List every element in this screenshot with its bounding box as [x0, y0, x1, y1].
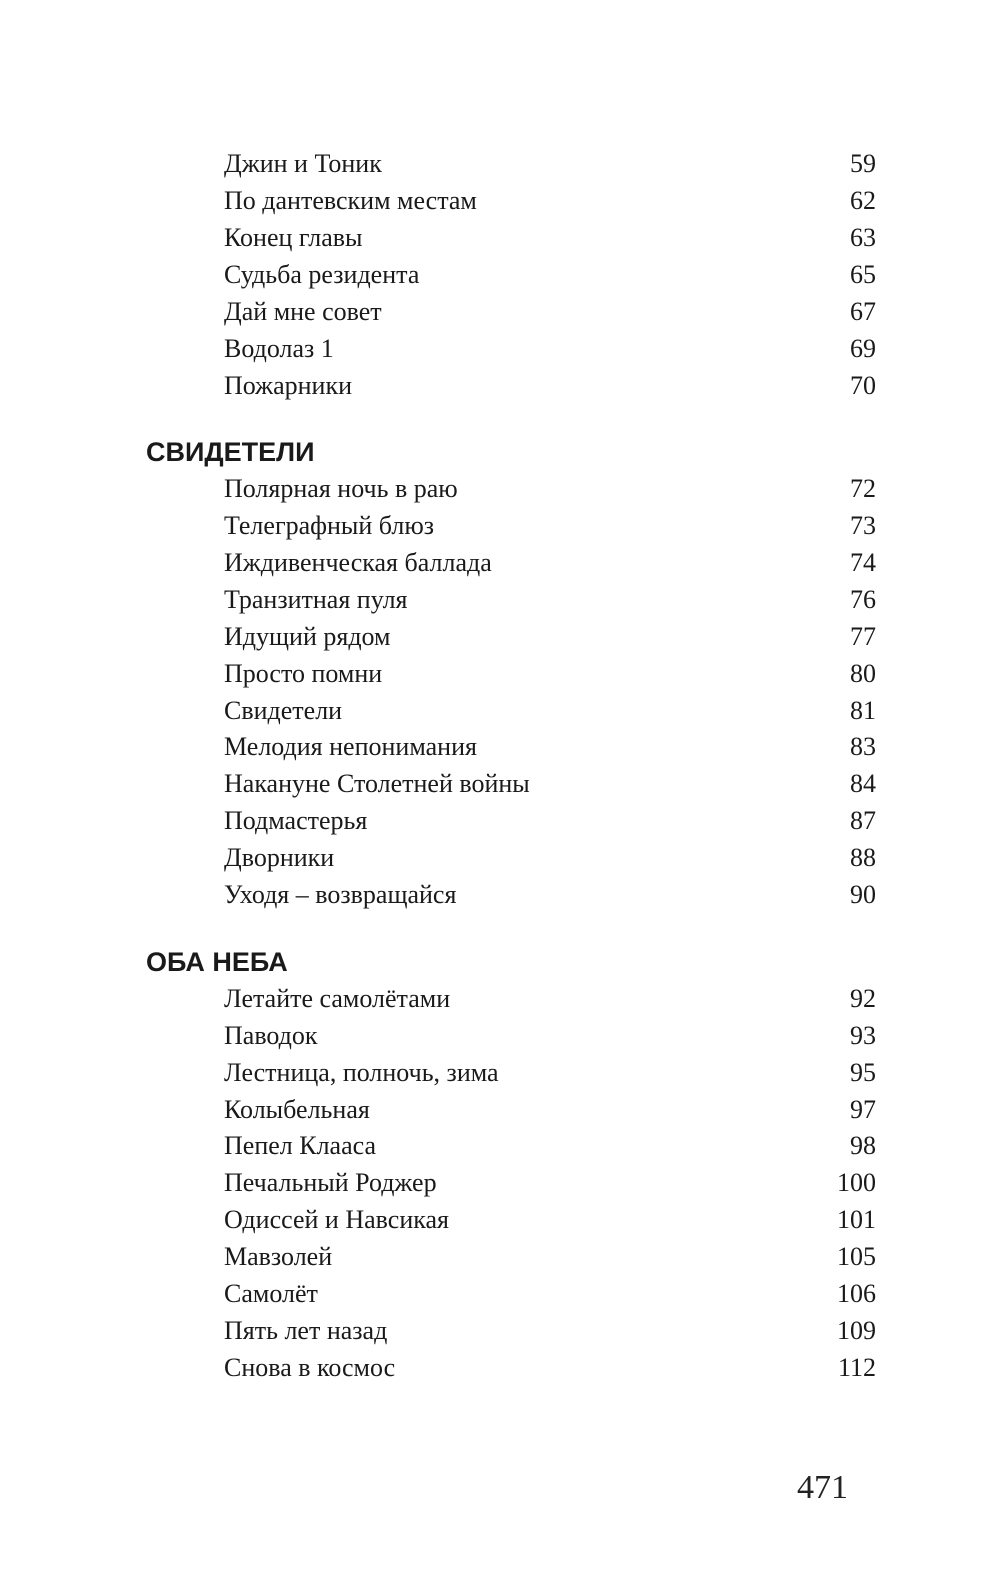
entry-page-number: 76 [850, 585, 876, 614]
toc-entry [224, 582, 876, 618]
toc-entry [224, 981, 876, 1017]
toc-entry [224, 729, 876, 765]
entry-title: Джин и Тоник [224, 149, 382, 178]
toc-entry [224, 331, 876, 367]
entry-page-number: 97 [850, 1095, 876, 1124]
entry-page-number: 62 [850, 186, 876, 215]
toc-entry [224, 1350, 876, 1386]
entry-page-number: 90 [850, 880, 876, 909]
entry-page-number: 106 [837, 1279, 876, 1308]
toc-entry [224, 146, 876, 182]
entry-title: Летайте самолётами [224, 984, 451, 1013]
entry-title: Одиссей и Навсикая [224, 1205, 449, 1234]
toc-entry [224, 766, 876, 802]
entry-title: Уходя – возвращайся [224, 880, 457, 909]
toc-entry [224, 803, 876, 839]
entry-title: Снова в космос [224, 1353, 396, 1382]
toc-entry [224, 471, 876, 507]
entry-title: Накануне Столетней войны [224, 769, 530, 798]
entry-page-number: 67 [850, 297, 876, 326]
entry-page-number: 95 [850, 1058, 876, 1087]
toc-entry [224, 1313, 876, 1349]
entry-page-number: 72 [850, 474, 876, 503]
entry-title: Иждивенческая баллада [224, 548, 492, 577]
entry-title: Конец главы [224, 223, 363, 252]
entry-title: Транзитная пуля [224, 585, 408, 614]
toc-entry [224, 656, 876, 692]
entry-title: Дворники [224, 843, 335, 872]
entry-title: Пожарники [224, 371, 353, 400]
entry-title: Полярная ночь в раю [224, 474, 458, 503]
entry-page-number: 77 [850, 622, 876, 651]
entry-page-number: 88 [850, 843, 876, 872]
entry-page-number: 101 [837, 1205, 876, 1234]
entry-title: Идущий рядом [224, 622, 391, 651]
toc-entry [224, 1239, 876, 1275]
toc-entry [224, 1165, 876, 1201]
entry-page-number: 109 [837, 1316, 876, 1345]
entry-page-number: 65 [850, 260, 876, 289]
page-number: 471 [797, 1469, 848, 1506]
entry-page-number: 81 [850, 696, 876, 725]
entry-page-number: 105 [837, 1242, 876, 1271]
toc-entry [224, 693, 876, 729]
toc-entry [224, 1128, 876, 1164]
toc-entry [224, 619, 876, 655]
entry-title: Пепел Клааса [224, 1131, 377, 1160]
entry-title: Паводок [224, 1021, 318, 1050]
entry-page-number: 92 [850, 984, 876, 1013]
entry-title: Мелодия непонимания [224, 732, 477, 761]
entry-page-number: 69 [850, 334, 876, 363]
section-heading: СВИДЕТЕЛИ [146, 437, 315, 467]
toc-entry [224, 257, 876, 293]
entry-page-number: 112 [837, 1353, 876, 1382]
toc-entry [224, 1202, 876, 1238]
entry-title: Дай мне совет [224, 297, 382, 326]
entry-title: Водолаз 1 [224, 334, 334, 363]
entry-page-number: 70 [850, 371, 876, 400]
entry-title: Лестница, полночь, зима [224, 1058, 499, 1087]
entry-title: Свидетели [224, 696, 343, 725]
toc-entry [224, 840, 876, 876]
entry-title: Мавзолей [224, 1242, 333, 1271]
entry-title: Самолёт [224, 1279, 318, 1308]
entry-title: Подмастерья [224, 806, 368, 835]
entry-page-number: 93 [850, 1021, 876, 1050]
toc-entry [224, 220, 876, 256]
entry-page-number: 74 [850, 548, 876, 577]
toc-entry [224, 1018, 876, 1054]
entry-page-number: 73 [850, 511, 876, 540]
entry-title: Телеграфный блюз [224, 511, 435, 540]
entry-title: Судьба резидента [224, 260, 420, 289]
toc-entry [224, 294, 876, 330]
toc-entry [224, 1055, 876, 1091]
toc-entry [224, 368, 876, 404]
toc-entry [224, 508, 876, 544]
entry-page-number: 63 [850, 223, 876, 252]
entry-page-number: 83 [850, 732, 876, 761]
entry-title: Колыбельная [224, 1095, 370, 1124]
entry-page-number: 98 [850, 1131, 876, 1160]
toc-entry [224, 183, 876, 219]
entry-title: Просто помни [224, 659, 383, 688]
toc-entry [224, 1276, 876, 1312]
entry-page-number: 80 [850, 659, 876, 688]
entry-title: По дантевским местам [224, 186, 477, 215]
entry-page-number: 100 [837, 1168, 876, 1197]
entry-page-number: 84 [850, 769, 876, 798]
entry-page-number: 59 [850, 149, 876, 178]
toc-entry [224, 877, 876, 913]
entry-title: Печальный Роджер [224, 1168, 437, 1197]
entry-title: Пять лет назад [224, 1316, 388, 1345]
toc-entry [224, 1092, 876, 1128]
section-heading: ОБА НЕБА [146, 947, 288, 977]
toc-entry [224, 545, 876, 581]
entry-page-number: 87 [850, 806, 876, 835]
